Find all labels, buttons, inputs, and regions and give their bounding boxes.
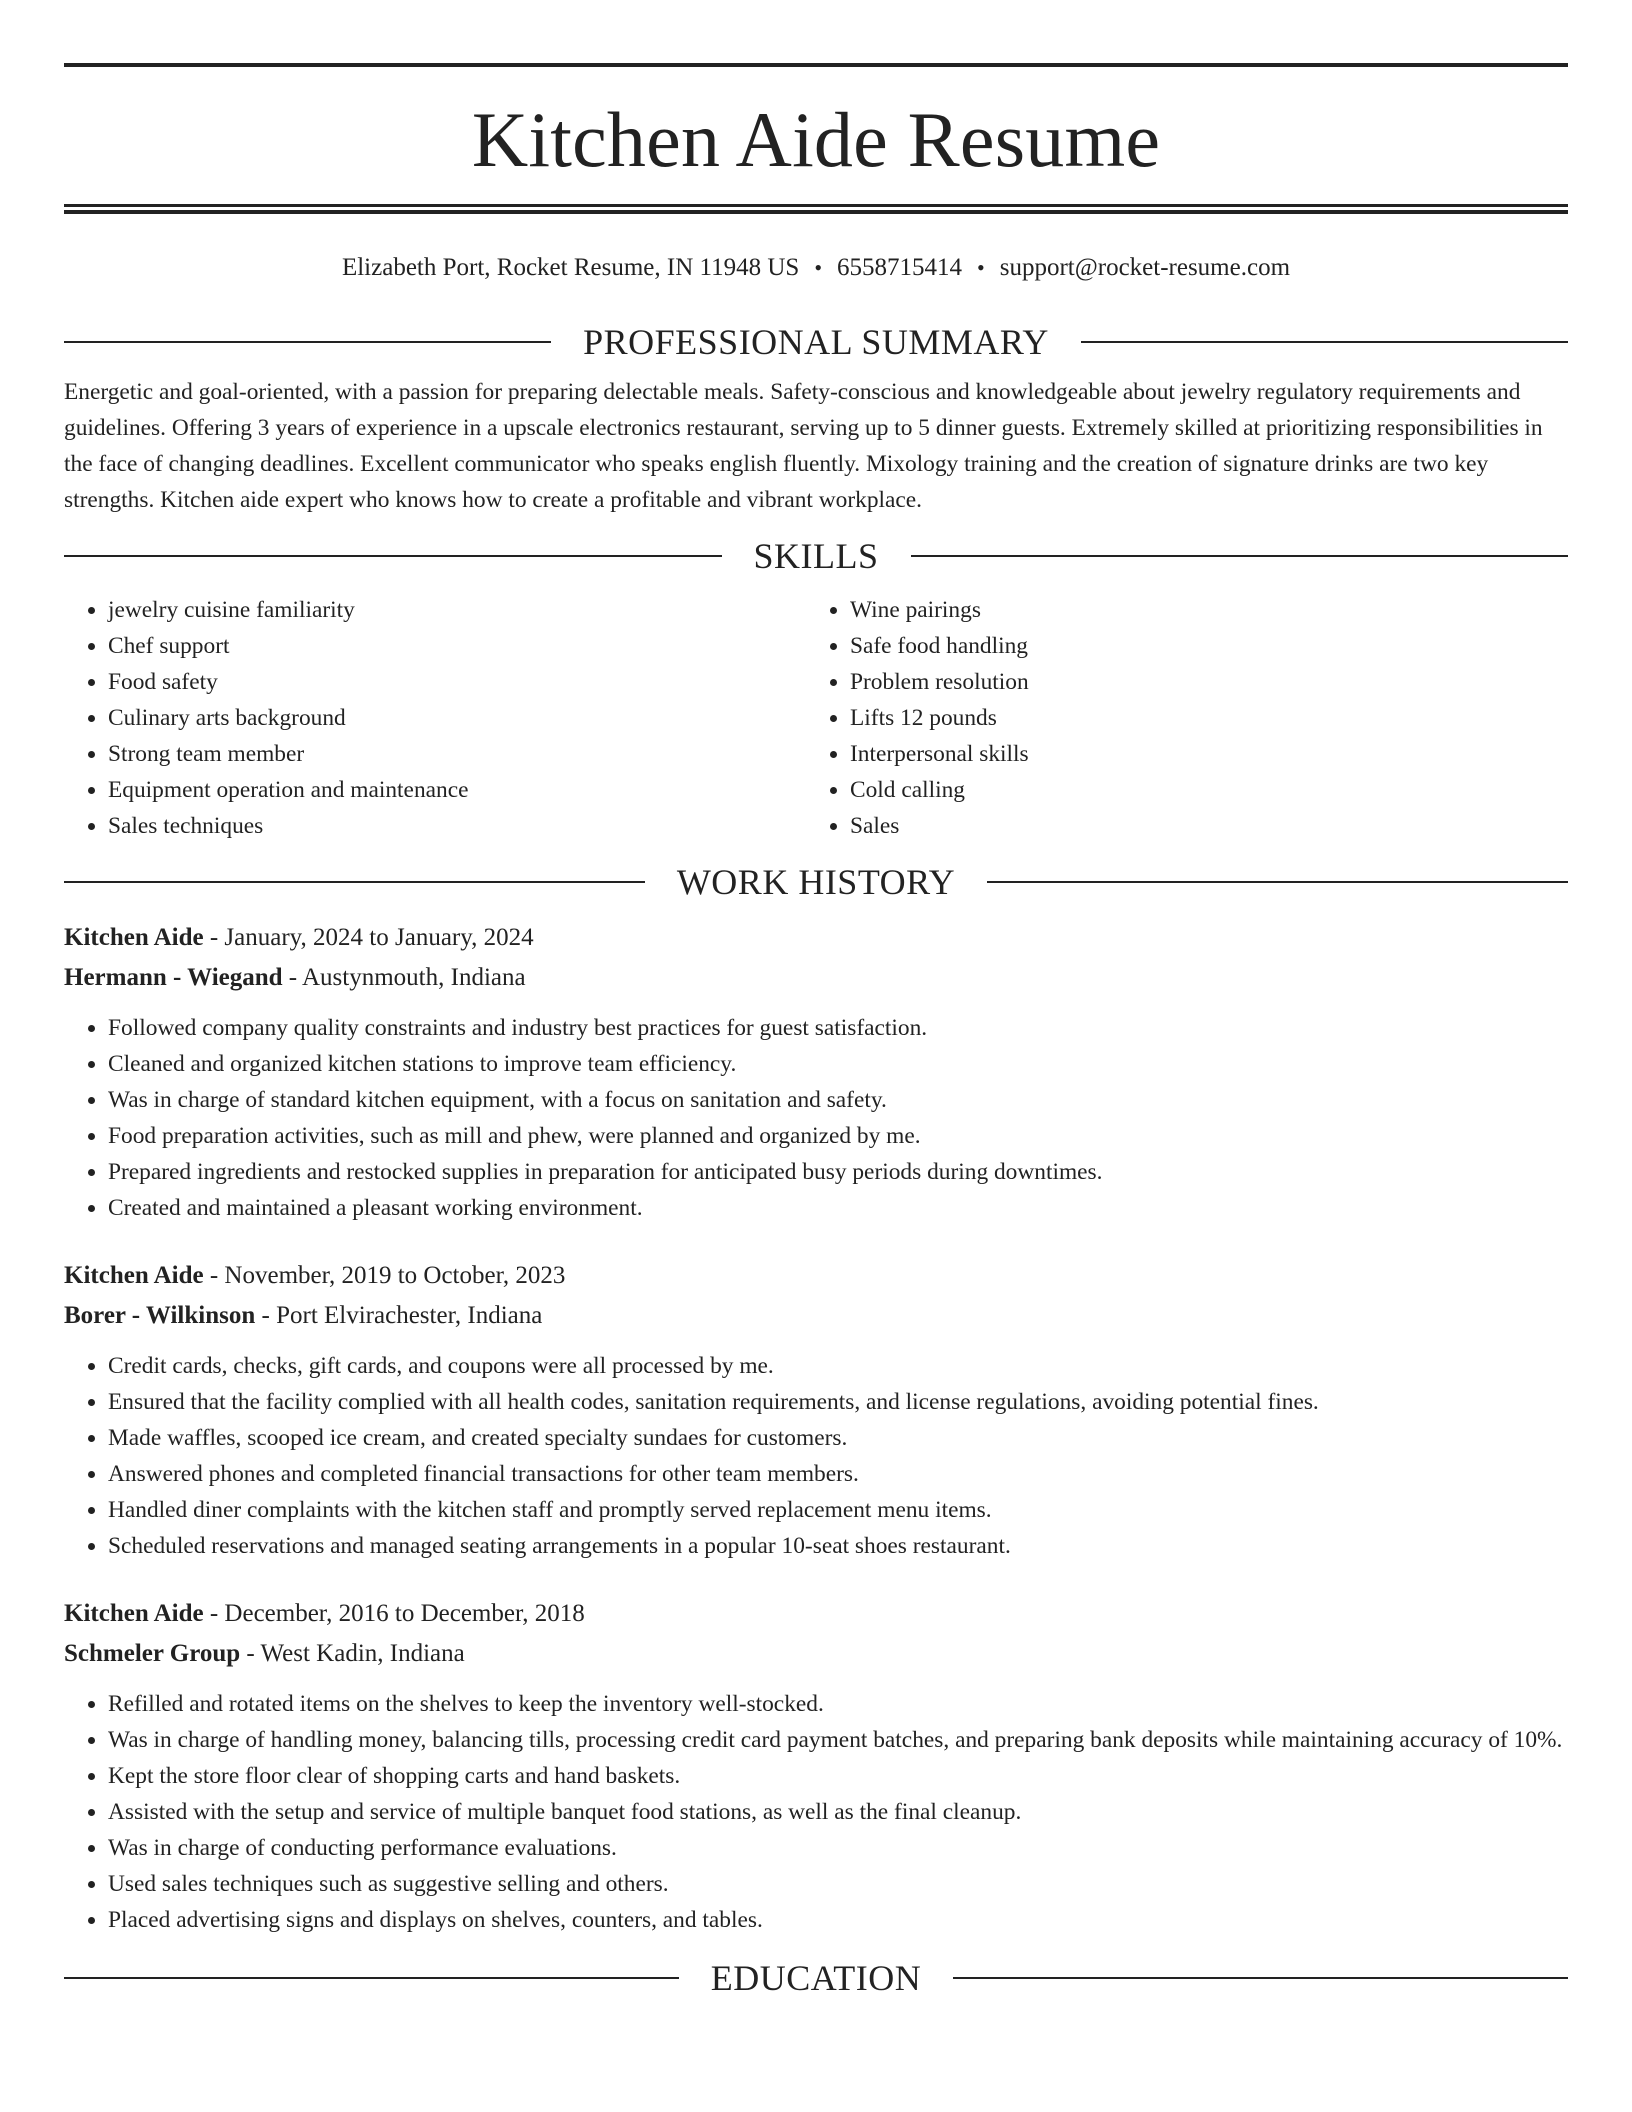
- title-double-rule: [64, 204, 1568, 214]
- job-bullet: • Created and maintained a pleasant working environment.: [108, 1190, 1568, 1226]
- job-company-line: Schmeler Group - West Kadin, Indiana: [64, 1640, 465, 1667]
- job-bullet: • Was in charge of standard kitchen equipment, with a focus on sanitation and safety.: [108, 1082, 1568, 1118]
- skill-item: • Safe food handling: [850, 628, 1548, 664]
- job-bullet: • Kept the store floor clear of shopping carts and hand baskets.: [108, 1758, 1568, 1794]
- heading-rule: [64, 1977, 679, 1979]
- job-bullet: • Cleaned and organized kitchen stations to improve team efficiency.: [108, 1046, 1568, 1082]
- job-bullet: • Made waffles, scooped ice cream, and created specialty sundaes for customers.: [108, 1420, 1568, 1456]
- contact-email: support@rocket-resume.com: [999, 254, 1291, 281]
- skill-item: • Equipment operation and maintenance: [108, 772, 806, 808]
- heading-rule: [953, 1977, 1568, 1979]
- job-bullets: [64, 1010, 1568, 1226]
- job-company: Hermann - Wiegand: [64, 964, 283, 991]
- job-company: Schmeler Group: [64, 1640, 241, 1667]
- job-bullets: [64, 1686, 1568, 1938]
- skills-column-left: [64, 592, 806, 844]
- skill-item: • Chef support: [108, 628, 806, 664]
- job-entry: [64, 1256, 1568, 1564]
- job-title: Kitchen Aide: [64, 924, 204, 951]
- job-bullet: • Was in charge of conducting performance evaluations.: [108, 1830, 1568, 1866]
- heading-rule: [64, 341, 551, 343]
- skills-heading: SKILLS: [753, 536, 879, 576]
- job-bullet: • Placed advertising signs and displays on shelves, counters, and tables.: [108, 1902, 1568, 1938]
- contact-separator: •: [977, 255, 985, 280]
- skill-item: • Interpersonal skills: [850, 736, 1548, 772]
- job-dates: January, 2024 to January, 2024: [224, 924, 534, 951]
- skill-item: • Lifts 12 pounds: [850, 700, 1548, 736]
- job-bullet: • Prepared ingredients and restocked supplies in preparation for anticipated busy periods during downtimes.: [108, 1154, 1568, 1190]
- resume-page: [64, 0, 1568, 2000]
- job-bullet: • Refilled and rotated items on the shelves to keep the inventory well-stocked.: [108, 1686, 1568, 1722]
- job-bullet: • Ensured that the facility complied with all health codes, sanitation requirements, and license regulations, avoiding potential fines.: [108, 1384, 1568, 1420]
- job-title-line: Kitchen Aide - November, 2019 to October, 2023: [64, 1262, 566, 1289]
- work-heading-row: [64, 860, 1568, 904]
- job-company-line: Hermann - Wiegand - Austynmouth, Indiana: [64, 964, 526, 991]
- job-entry: [64, 918, 1568, 1226]
- job-title-line: Kitchen Aide - January, 2024 to January, 2024: [64, 924, 534, 951]
- skills-list: [64, 592, 1568, 844]
- job-bullet: • Credit cards, checks, gift cards, and coupons were all processed by me.: [108, 1348, 1568, 1384]
- skill-item: • jewelry cuisine familiarity: [108, 592, 806, 628]
- job-bullet: • Answered phones and completed financial transactions for other team members.: [108, 1456, 1568, 1492]
- job-title: Kitchen Aide: [64, 1600, 204, 1627]
- job-company-line: Borer - Wilkinson - Port Elvirachester, Indiana: [64, 1302, 543, 1329]
- job-title: Kitchen Aide: [64, 1262, 204, 1289]
- summary-heading-row: [64, 320, 1568, 364]
- skill-item: • Problem resolution: [850, 664, 1548, 700]
- skills-column-right: [806, 592, 1548, 844]
- education-heading-row: [64, 1956, 1568, 2000]
- job-bullet: • Handled diner complaints with the kitchen staff and promptly served replacement menu items.: [108, 1492, 1568, 1528]
- top-rule: [64, 63, 1568, 67]
- job-bullet: • Used sales techniques such as suggestive selling and others.: [108, 1866, 1568, 1902]
- job-entry: [64, 1594, 1568, 1938]
- summary-text: Energetic and goal-oriented, with a passion for preparing delectable meals. Safety-conscious and knowledgeable about jewelry regulatory requirements and guidelines. Offering 3 years of experience in a upscale electronics restaurant, serving up to 5 dinner guests. Extremely skilled at prioritizing responsibilities in the face of changing deadlines. Excellent communicator who speaks english fluently. Mixology training and the creation of signature drinks are two key strengths. Kitchen aide expert who knows how to create a profitable and vibrant workplace.: [64, 379, 1543, 513]
- skill-item: • Sales techniques: [108, 808, 806, 844]
- education-heading: EDUCATION: [710, 1958, 922, 1998]
- job-company: Borer - Wilkinson: [64, 1302, 256, 1329]
- skill-item: • Culinary arts background: [108, 700, 806, 736]
- contact-phone: 6558715414: [837, 254, 963, 281]
- heading-rule: [911, 555, 1569, 557]
- job-location: West Kadin, Indiana: [260, 1640, 465, 1667]
- job-bullet: • Followed company quality constraints and industry best practices for guest satisfaction.: [108, 1010, 1568, 1046]
- contact-address: Elizabeth Port, Rocket Resume, IN 11948 US: [341, 254, 800, 281]
- job-title-line: Kitchen Aide - December, 2016 to December, 2018: [64, 1600, 585, 1627]
- job-dates: December, 2016 to December, 2018: [224, 1600, 585, 1627]
- job-location: Austynmouth, Indiana: [302, 964, 526, 991]
- skill-item: • Sales: [850, 808, 1548, 844]
- skills-heading-row: [64, 534, 1568, 578]
- heading-rule: [1081, 341, 1568, 343]
- job-dates: November, 2019 to October, 2023: [224, 1262, 566, 1289]
- summary-heading: PROFESSIONAL SUMMARY: [583, 322, 1049, 362]
- heading-rule: [64, 555, 722, 557]
- skill-item: • Wine pairings: [850, 592, 1548, 628]
- skill-item: • Strong team member: [108, 736, 806, 772]
- job-bullet: • Assisted with the setup and service of multiple banquet food stations, as well as the final cleanup.: [108, 1794, 1568, 1830]
- contact-separator: •: [814, 255, 823, 280]
- job-bullet: • Food preparation activities, such as mill and phew, were planned and organized by me.: [108, 1118, 1568, 1154]
- skill-item: • Cold calling: [850, 772, 1548, 808]
- heading-rule: [64, 881, 645, 883]
- job-bullet: • Scheduled reservations and managed seating arrangements in a popular 10-seat shoes restaurant.: [108, 1528, 1568, 1564]
- heading-rule: [987, 881, 1568, 883]
- job-bullets: [64, 1348, 1568, 1564]
- job-location: Port Elvirachester, Indiana: [276, 1302, 543, 1329]
- skill-item: • Food safety: [108, 664, 806, 700]
- contact-line: [64, 250, 1568, 286]
- work-heading: WORK HISTORY: [676, 862, 956, 902]
- job-bullet: • Was in charge of handling money, balancing tills, processing credit card payment batches, and preparing bank deposits while maintaining accuracy of 10%.: [108, 1722, 1568, 1758]
- page-title: Kitchen Aide Resume: [471, 96, 1161, 183]
